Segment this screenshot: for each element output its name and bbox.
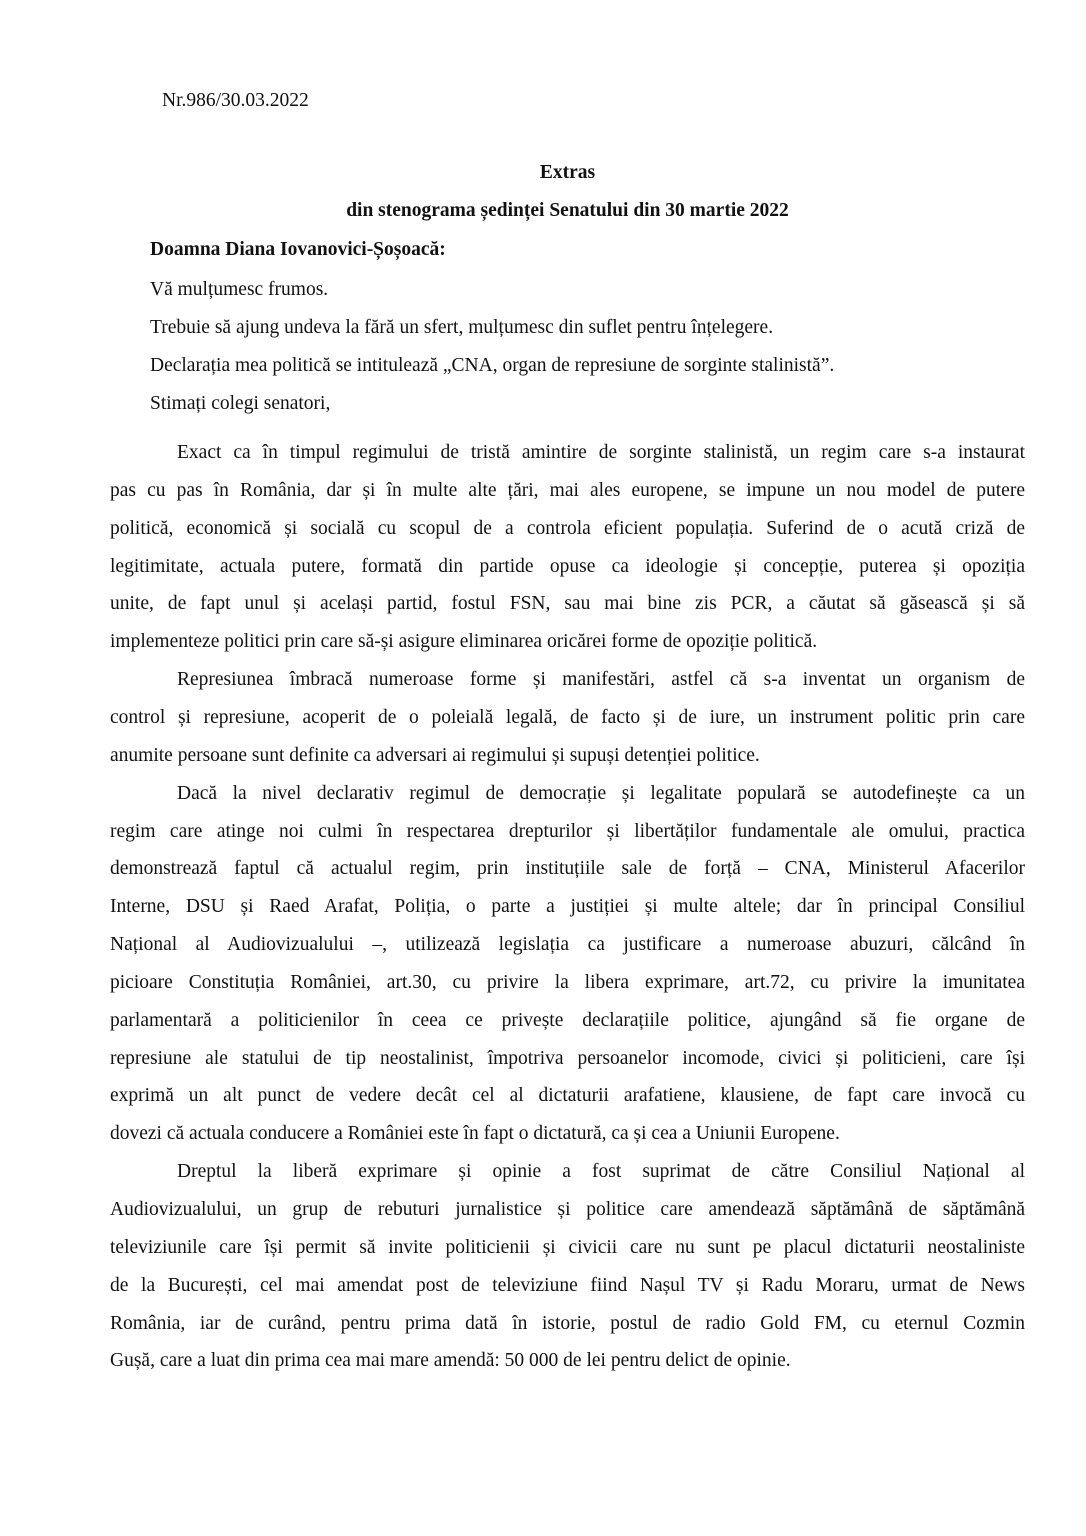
paragraph-line: România, iar de curând, pentru prima dată în istorie, postul de radio Gold FM, cu eternul Cozmin — [110, 1312, 1025, 1334]
paragraph-line: Național al Audiovizualului –, utilizează legislația ca justificare a numeroase abuzuri, călcând în — [110, 934, 1025, 956]
paragraph-line: control și represiune, acoperit de o poleială legală, de facto și de iure, un instrument politic prin care — [110, 706, 1025, 728]
intro-line: Trebuie să ajung undeva la fără un sfert, mulțumesc din suflet pentru înțelegere. — [150, 317, 774, 339]
paragraph-line: Dacă la nivel declarativ regimul de democrație și legalitate populară se autodefinește ca un — [177, 782, 1025, 804]
paragraph-line: Audiovizualului, un grup de rebuturi jurnalistice și politice care amendează săptămână de săptămână — [110, 1199, 1025, 1220]
paragraph-line: dovezi că actuala conducere a României este în fapt o dictatură, ca și cea a Uniunii Europene. — [110, 1123, 840, 1145]
paragraph-line: Represiunea îmbracă numeroase forme și manifestări, astfel că s-a inventat un organism de — [177, 669, 1025, 691]
paragraph-line: unite, de fapt unul și același partid, fostul FSN, sau mai bine zis PCR, a căutat să găsească și să — [110, 593, 1025, 615]
paragraph-line: politică, economică și socială cu scopul de a controla eficient populația. Suferind de o acută criză de — [110, 517, 1025, 539]
speaker-name: Doamna Diana Iovanovici-Șoșoacă: — [150, 239, 446, 260]
paragraph-line: represiune ale statului de tip neostalinist, împotriva persoanelor incomode, civici și politicieni, care își — [110, 1047, 1025, 1069]
intro-line: Vă mulțumesc frumos. — [150, 279, 329, 301]
paragraph-line: Interne, DSU și Raed Arafat, Poliția, o parte a justiției și multe altele; dar în principal Consiliul — [110, 896, 1025, 918]
paragraph-line: Gușă, care a luat din prima cea mai mare amendă: 50 000 de lei pentru delict de opinie. — [110, 1350, 791, 1372]
document-title: Extras — [539, 162, 596, 183]
intro-line: Stimați colegi senatori, — [150, 392, 331, 414]
paragraph-line: Exact ca în timpul regimului de tristă amintire de sorginte stalinistă, un regim care s-a instaurat — [177, 442, 1025, 463]
paragraph-line: legitimitate, actuala putere, formată din partide opuse ca ideologie și concepție, puterea și opoziția — [110, 555, 1025, 577]
paragraph-line: demonstrează faptul că actualul regim, prin instituțiile sale de forță – CNA, Ministerul Afacerilor — [110, 858, 1025, 880]
document-subtitle: din stenograma ședinței Senatului din 30 martie 2022 — [346, 200, 789, 221]
paragraph-line: televiziunile care își permit să invite politicienii și civicii care nu sunt pe placul dictaturii neostaliniste — [110, 1236, 1025, 1258]
paragraph-line: exprimă un alt punct de vedere decât cel al dictaturii arafatiene, klausiene, de fapt care invocă cu — [110, 1085, 1025, 1107]
intro-line: Declarația mea politică se intitulează „CNA, organ de represiune de sorginte stalinistă”. — [150, 354, 835, 376]
paragraph-line: anumite persoane sunt definite ca adversari ai regimului și supuși detenției politice. — [110, 744, 760, 766]
paragraph-line: parlamentară a politicienilor în ceea ce privește declarațiile politice, ajungând să fie organe de — [110, 1009, 1025, 1031]
paragraph-line: implementeze politici prin care să-și asigure eliminarea oricărei forme de opoziție politică. — [110, 631, 818, 653]
paragraph-line: de la București, cel mai amendat post de televiziune fiind Nașul TV și Radu Moraru, urmat de News — [110, 1274, 1025, 1296]
paragraph-line: regim care atinge noi culmi în respectarea drepturilor și libertăților fundamentale ale omului, practica — [110, 820, 1025, 842]
paragraph-line: Dreptul la liberă exprimare și opinie a fost suprimat de către Consiliul Național al — [177, 1161, 1025, 1183]
document-number: Nr.986/30.03.2022 — [162, 90, 309, 111]
paragraph-line: picioare Constituția României, art.30, cu privire la libera exprimare, art.72, cu privire la imunitatea — [110, 971, 1025, 993]
paragraph-line: pas cu pas în România, dar și în multe alte țări, mai ales europene, se impune un nou model de putere — [110, 479, 1025, 501]
